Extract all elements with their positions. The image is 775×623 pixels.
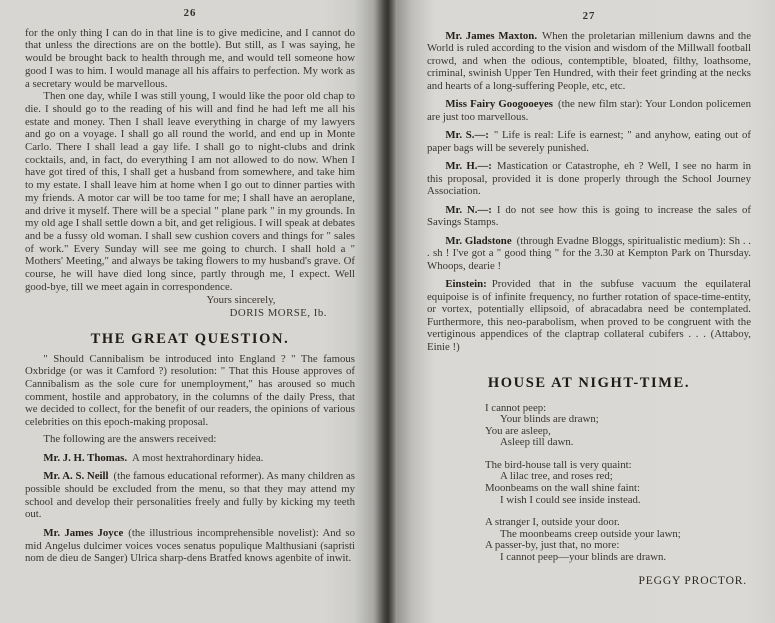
answer-googooeyes-text: (the new film star): Your London policemen are just too marvellous.	[427, 98, 751, 123]
poem-line: Asleep till dawn.	[500, 436, 574, 449]
poem	[485, 403, 751, 564]
letter-signature: DORIS MORSE, Ib.	[229, 307, 327, 320]
article-lead-in: The following are the answers received:	[43, 432, 217, 445]
answer-joyce-name: Mr. James Joyce	[43, 527, 124, 540]
poem-signature: PEGGY PROCTOR.	[638, 573, 747, 587]
poem-line: I cannot peep:	[485, 401, 547, 414]
article-title: THE GREAT QUESTION.	[90, 330, 290, 347]
poem-stanza-2	[485, 460, 751, 506]
answer-mr-n-name: Mr. N.—:	[445, 203, 492, 216]
answer-mr-h	[427, 160, 751, 198]
answer-mr-s-name: Mr. S.—:	[445, 129, 489, 141]
answer-neill-text: (the famous educational reformer). As many children as possible should be excluded from the menu, so that they may attend my school and develop their personalities freely and fully by kicking my teeth out.	[25, 470, 356, 521]
book-gutter	[377, 0, 397, 623]
poem-line: I wish I could see inside instead.	[500, 493, 641, 506]
poem-line: A stranger I, outside your door.	[485, 516, 620, 529]
answer-mr-s	[427, 129, 751, 154]
answer-joyce	[25, 527, 355, 565]
poem-line: A lilac tree, and roses red;	[500, 470, 613, 483]
page-left	[0, 0, 377, 623]
answer-mr-h-text: Mastication or Catastrophe, eh ? Well, I see no harm in this proposal, provided it is done properly through the School Journey Association.	[427, 160, 751, 197]
poem-line: The bird-house tall is very quaint:	[485, 458, 632, 471]
answer-neill	[25, 470, 355, 521]
answer-einstein-name: Einstein:	[445, 278, 487, 290]
answer-einstein-text: Provided that in the subfuse vacuum the equilateral equipoise is of infinite frequency, no further rotation of space-time-entity, or vortex, potentially ellipsoid, of abracadabra need be contemplated. Furthermore, this neo-parabolism, when proved to be congruent with the vertiginous appendices of the claptrap collateral cubifers . . . (Attaboy, Einie !)	[427, 278, 751, 353]
poem-line: Moonbeams on the wall shine faint:	[485, 482, 641, 495]
answer-mr-h-name: Mr. H.—:	[445, 160, 492, 172]
answer-googooeyes	[427, 98, 751, 123]
poem-stanza-1	[485, 403, 751, 449]
poem-line: Your blinds are drawn;	[500, 413, 599, 426]
poem-line: A passer-by, just that, no more:	[485, 539, 620, 552]
page-number-right: 27	[582, 10, 596, 22]
answer-joyce-text: (the illustrious incomprehensible novelist): And so mid Angelus dulcimer voices voces senatus populique Malthusiani (sapristi nom de dieu de Sanger) Ulrica sharp-dens Bratfed knows agenbite of inwit.	[25, 527, 355, 565]
answer-maxton-text: When the proletarian millenium dawns and the World is ruled according to the vision and wisdom of the Millwall football crowd, and when the odious, contemptible, bloated, filthy, loathsome, criminal, swinish Upper Ten Hundred, with their feet grinding at the necks and hearts of a long-suffering People, etc, etc.	[427, 29, 752, 92]
answer-einstein	[427, 278, 751, 353]
answer-thomas-name: Mr. J. H. Thomas.	[43, 451, 128, 464]
answer-googooeyes-name: Miss Fairy Googooeyes	[445, 98, 553, 110]
answer-neill-name: Mr. A. S. Neill	[43, 470, 109, 483]
article-intro: " Should Cannibalism be introduced into England ? " The famous Oxbridge (or was it Camford ?) resolution: " That this House approves of Cannibalism as the sole cure for unemployment," has aroused so much comment, hostile and approbatory, in the columns of the daily Press, that we decided to collect, for the benefit of our readers, the opinions of various celebrities on this epoch-making proposal.	[25, 352, 355, 429]
answer-gladstone-name: Mr. Gladstone	[445, 234, 512, 247]
poem-title: HOUSE AT NIGHT-TIME.	[487, 375, 691, 391]
poem-line: You are asleep,	[485, 424, 551, 437]
answer-mr-n	[427, 204, 751, 229]
answer-maxton-name: Mr. James Maxton.	[445, 29, 538, 42]
letter-paragraph-2: Then one day, while I was still young, I would like the poor old chap to die. I should go to the reading of his will and find he had left me all his estate and money. Then I shall leave everything in charge of my lawyers and go on a voyage. I shall go all round the world, and end up in Monte Carlo. There I shall lead a gay life. I shall go to night-clubs and drink cocktails, and, in fact, do everything I am not allowed to do now. When I have got tired of this, I shall get a husband from somewhere, and take him to my estate. I shall leave him at home when I go out to dinner parties with my friends. A motor car will be too tame for me; I shall have an aeroplane, and drive it myself. There will be a special " plane park " in my grounds. In my old age I shall settle down a bit, and get religious. I will speak at debates and be a fussy old woman. I shall sew cushion covers and things for " sales of work." Every Sunday will see me going to church. I shall hold a " Mothers' Meeting," and always be taking flowers to my husband's grave. Of course, he will have died long since, partly through me, I expect. Well good-bye, till we meet again in correspondence.	[25, 90, 355, 293]
answer-gladstone-text: (through Evadne Bloggs, spiritualistic medium): Sh . . . sh ! I've got a " good thing " for the 3.30 at Kempton Park on Thursday. Whoops, dearie !	[427, 234, 751, 272]
poem-line: I cannot peep—your blinds are drawn.	[500, 551, 667, 564]
page-number-left: 26	[183, 7, 197, 19]
answer-maxton	[427, 30, 751, 93]
letter-closing: Yours sincerely,	[206, 294, 276, 307]
answer-gladstone	[427, 235, 751, 273]
answer-mr-s-text: " Life is real: Life is earnest; " and anyhow, eating out of paper bags will be severely punished.	[427, 129, 751, 154]
poem-stanza-3	[485, 517, 751, 563]
letter-paragraph-1: for the only thing I can do in that line is to give medicine, and I cannot do that unless the directions are on the bottle). But still, as I was saying, he would be brought back to health through me, and would tell someone how good I was to him. I would manage all his affairs to perfection. My work as a secretary would be marvellous.	[25, 26, 355, 90]
answer-mr-n-text: I do not see how this is going to increase the sales of Savings Stamps.	[427, 203, 751, 228]
page-right	[397, 0, 775, 623]
poem-line: The moonbeams creep outside your lawn;	[500, 527, 681, 540]
answer-thomas-text: A most hextrahordinary hidea.	[132, 451, 264, 464]
answer-thomas	[25, 452, 355, 465]
